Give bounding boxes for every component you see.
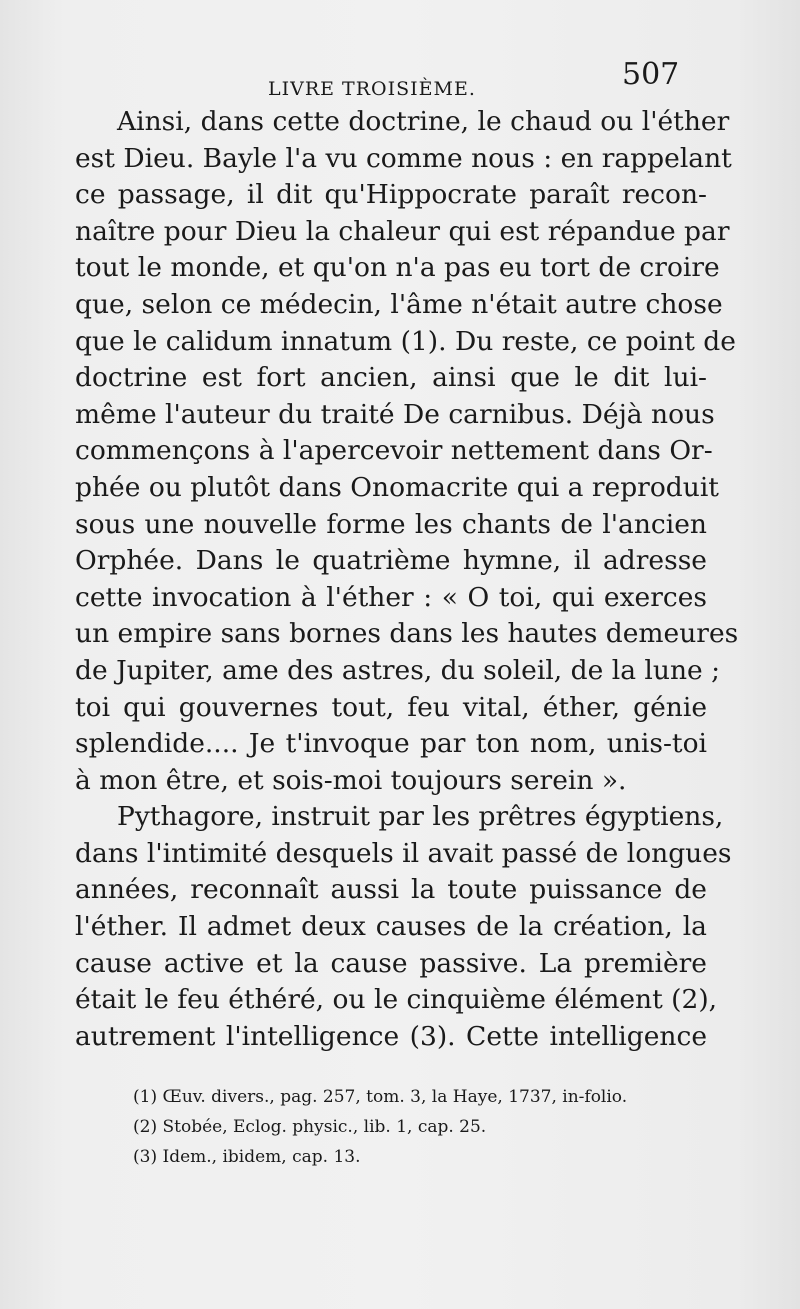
text-line: un empire sans bornes dans les hautes demeures [75, 618, 739, 650]
text-line: Pythagore, instruit par les prêtres égyptiens, [117, 801, 724, 833]
text-line: splendide.... Je t'invoque par ton nom, unis-toi [75, 728, 707, 760]
text-line: cause active et la cause passive. La première [75, 947, 707, 979]
page-number: 507 [622, 57, 680, 92]
text-line: Orphée. Dans le quatrième hymne, il adresse [75, 545, 707, 577]
text-line: autrement l'intelligence (3). Cette intelligence [75, 1020, 707, 1052]
body-text [75, 104, 739, 1055]
text-line: tout le monde, et qu'on n'a pas eu tort de croire [75, 252, 720, 284]
text-line: est Dieu. Bayle l'a vu comme nous : en rappelant [75, 142, 732, 174]
text-line: dans l'intimité desquels il avait passé de longues [75, 837, 732, 869]
footnotes [133, 1082, 693, 1172]
text-line: toi qui gouvernes tout, feu vital, éther, génie [75, 691, 707, 723]
text-line: même l'auteur du traité De carnibus. Déjà nous [75, 398, 715, 430]
text-line: naître pour Dieu la chaleur qui est répandue par [75, 215, 730, 247]
text-line: années, reconnaît aussi la toute puissance de [75, 874, 707, 906]
text-line: que, selon ce médecin, l'âme n'était autre chose [75, 288, 723, 320]
footnote: (1) Œuv. divers., pag. 257, tom. 3, la Haye, 1737, in-folio. [133, 1087, 628, 1107]
text-line: l'éther. Il admet deux causes de la création, la [75, 911, 707, 943]
text-line: commençons à l'apercevoir nettement dans Or- [75, 435, 713, 467]
text-line: que le calidum innatum (1). Du reste, ce point de [75, 325, 736, 357]
text-line: ce passage, il dit qu'Hippocrate paraît recon- [75, 179, 707, 211]
text-line: était le feu éthéré, ou le cinquième élément (2), [75, 984, 718, 1016]
text-line: à mon être, et sois-moi toujours serein ». [75, 764, 627, 796]
footnote: (2) Stobée, Eclog. physic., lib. 1, cap. 25. [133, 1117, 487, 1137]
text-line: de Jupiter, ame des astres, du soleil, de la lune ; [75, 654, 721, 686]
text-line: cette invocation à l'éther : « O toi, qui exerces [75, 581, 707, 613]
text-line: sous une nouvelle forme les chants de l'ancien [75, 508, 707, 540]
text-line: phée ou plutôt dans Onomacrite qui a reproduit [75, 471, 719, 503]
text-line: doctrine est fort ancien, ainsi que le dit lui- [75, 362, 707, 394]
text-line: Ainsi, dans cette doctrine, le chaud ou l'éther [117, 106, 730, 137]
running-head: LIVRE TROISIÈME. [268, 78, 476, 100]
footnote: (3) Idem., ibidem, cap. 13. [133, 1147, 361, 1167]
